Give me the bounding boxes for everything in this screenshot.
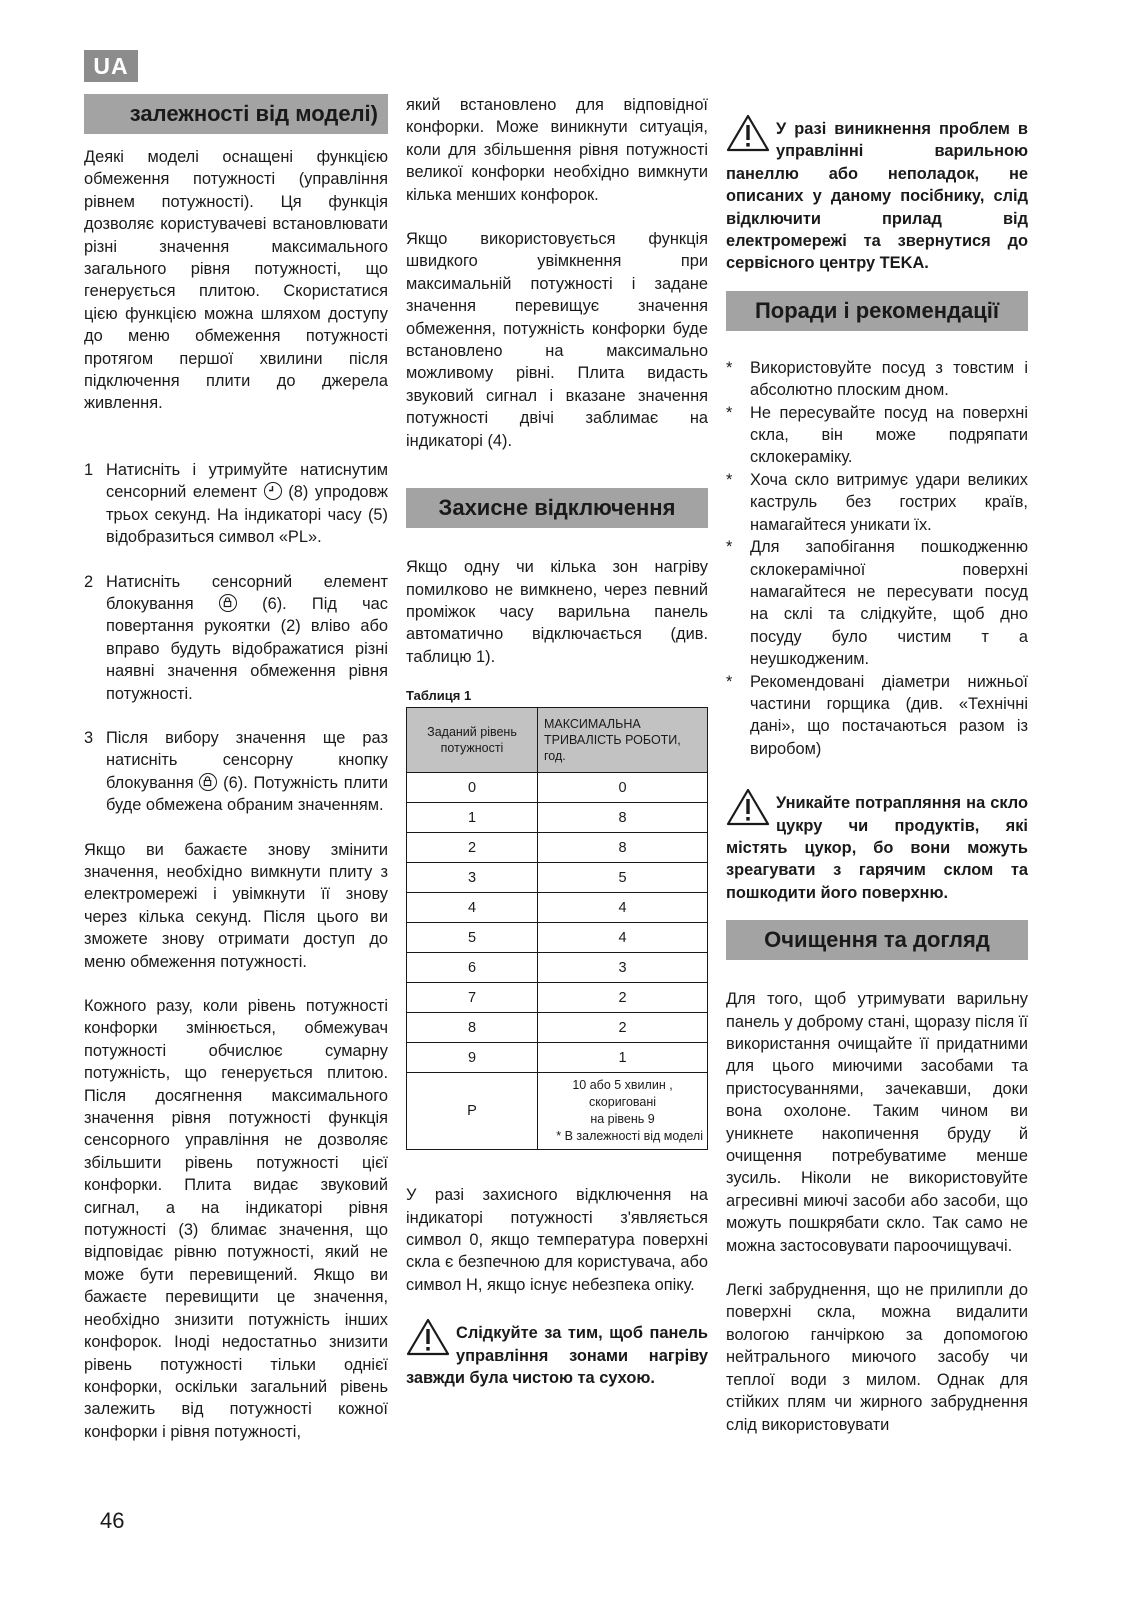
warning-block bbox=[726, 792, 1028, 904]
list-item bbox=[726, 402, 1028, 469]
table-note-line: на рівень 9 bbox=[590, 1112, 655, 1127]
page-number: 46 bbox=[100, 1508, 125, 1533]
continuation-paragraph: який встановлено для відповідної конфорки. Може виникнути ситуація, коли для збільшення рівня потужності великої конфорки необхідно вимкнути кілька менших конфорок. bbox=[406, 96, 708, 204]
step-item bbox=[84, 727, 388, 817]
table-cell bbox=[538, 1073, 708, 1150]
warning-text: Уникайте потрапляння на скло цукру чи продуктів, які містять цукор, бо вони можуть зреагувати з гарячим склом та пошкодити його поверхню. bbox=[726, 794, 1028, 902]
list-item-text: Використовуйте посуд з товстим і абсолютно плоским дном. bbox=[750, 358, 1028, 400]
table-cell: 7 bbox=[407, 983, 538, 1013]
bullet-asterisk: * bbox=[726, 538, 733, 557]
table-cell: 0 bbox=[407, 773, 538, 803]
steps-list bbox=[84, 459, 388, 817]
table-row bbox=[407, 773, 708, 803]
cleaning-paragraph: Для того, щоб утримувати варильну панель у доброму стані, щоразу після її використання очищайте її придатними для цього миючими засобами та пристосуваннями, зачекавши, доки вона охолоне. Таким чином ви уникнете накопичення бруду й очищення потребуватиме менше зусиль. Ніколи не використовуйте агресивні миючі засоби або засоби, що можуть пошкрябати скло. Так само не можна застосовувати пароочищувачі. bbox=[726, 990, 1028, 1255]
section-heading-safety-shutoff: Захисне відключення bbox=[406, 488, 708, 528]
table-row bbox=[407, 923, 708, 953]
table-cell: 5 bbox=[407, 923, 538, 953]
step-text: Після вибору значення ще раз натисніть сенсорну кнопку блокування bbox=[106, 728, 388, 792]
table-cell: 4 bbox=[407, 893, 538, 923]
table-row bbox=[407, 893, 708, 923]
table-row bbox=[407, 1013, 708, 1043]
column-3 bbox=[726, 94, 1028, 1436]
table-header-cell: МАКСИМАЛЬНА ТРИВАЛІСТЬ РОБОТИ, год. bbox=[538, 708, 708, 773]
lock-icon bbox=[199, 773, 217, 791]
table-cell: 5 bbox=[538, 863, 708, 893]
lock-icon bbox=[219, 594, 237, 612]
limiter-paragraph: Кожного разу, коли рівень потужності конфорки змінюється, обмежувач потужності обчислює сумарну потужність, що генерується плитою. Після досягнення максимального значення рівня потужності функція сенсорного управління не дозволяє збільшити рівень потужності цієї конфорки. Плита видає звуковий сигнал, а на індикаторі рівня потужності (3) блимає значення, що відповідає рівню потужності, який не може бути перевищений. Якщо ви бажаєте перевищити це значення, необхідно знизити потужність інших конфорок. Іноді недостатньо знизити рівень потужності тільки однієї конфорки, оскільки загальний рівень залежить від потужності кожної конфорки і рівня потужності, bbox=[84, 997, 388, 1441]
table-cell: 3 bbox=[407, 863, 538, 893]
list-item bbox=[726, 357, 1028, 402]
quick-boost-paragraph: Якщо використовується функція швидкого увімкнення при максимальній потужності і задане значення перевищує значення обмеження, потужність конфорки буде встановлено на максимально можливому рівні. Плита видасть звуковий сигнал і вказане значення потужності двічі заблимає на індикаторі (4). bbox=[406, 230, 708, 450]
step-text-cont: (8) упродовж трьох секунд. На індикаторі часу (5) відобразиться символ «PL». bbox=[106, 483, 388, 547]
table-row bbox=[407, 833, 708, 863]
table-caption: Таблиця 1 bbox=[406, 688, 472, 704]
intro-paragraph: Деякі моделі оснащені функцією обмеження потужності (управління рівнем потужності). Ця функція дозволяє користувачеві встановлювати різні значення максимального загального рівня потужності, що генерується плитою. Скористатися цією функцією можна шляхом доступу до меню обмеження потужності протягом першої хвилини після підключення плити до джерела живлення. bbox=[84, 148, 388, 413]
step-item bbox=[84, 459, 388, 549]
shutoff-table bbox=[406, 707, 708, 1150]
section-heading-tips: Поради і рекомендації bbox=[726, 291, 1028, 331]
table-cell: 8 bbox=[538, 833, 708, 863]
table-row bbox=[407, 863, 708, 893]
list-item-text: Хоча скло витримує удари великих каструль без гострих країв, намагайтеся уникати їх. bbox=[750, 470, 1028, 534]
list-item-text: Для запобігання пошкодженню склокерамічної поверхні намагайтеся не пересувати посуд на склі та слідкуйте, щоб дно посуду було чистим т а неушкодженим. bbox=[750, 538, 1028, 669]
table-header-cell: Заданий рівень потужності bbox=[407, 708, 538, 773]
table-row bbox=[407, 983, 708, 1013]
list-item bbox=[726, 671, 1028, 761]
warning-text: Слідкуйте за тим, щоб панель управління зонами нагріву завжди була чистою та сухою. bbox=[406, 1324, 708, 1387]
table-row bbox=[407, 953, 708, 983]
warning-triangle-icon bbox=[726, 114, 770, 152]
warning-block bbox=[726, 118, 1028, 275]
warning-block bbox=[406, 1322, 708, 1389]
bullet-asterisk: * bbox=[726, 470, 733, 489]
language-badge: UA bbox=[84, 50, 138, 82]
step-item bbox=[84, 571, 388, 705]
table-note-line: 10 або 5 хвилин , bbox=[572, 1078, 673, 1093]
table-cell: 2 bbox=[407, 833, 538, 863]
step-number: 2 bbox=[84, 572, 94, 591]
warning-triangle-icon bbox=[406, 1318, 450, 1356]
step-text: Натисніть і утримуйте натиснутим сенсорний елемент bbox=[106, 460, 388, 502]
table-cell: P bbox=[407, 1073, 538, 1150]
table-cell: 3 bbox=[538, 953, 708, 983]
column-1 bbox=[84, 94, 388, 1443]
table-cell: 0 bbox=[538, 773, 708, 803]
table-cell: 1 bbox=[407, 803, 538, 833]
section-heading-model-dependency: залежності від моделі) bbox=[84, 94, 388, 134]
step-text-cont: (6). Під час повертання рукоятки (2) вліво або вправо будуть відображатися різні наявні значення обмеження рівня потужності. bbox=[106, 594, 388, 703]
list-item-text: Не пересувайте посуд на поверхні скла, він може подряпати склокераміку. bbox=[750, 403, 1028, 467]
tips-list bbox=[726, 357, 1028, 760]
indicator-paragraph: У разі захисного відключення на індикаторі потужності з'являється символ 0, якщо температура поверхні скла є безпечною для користувача, або символ H, якщо існує небезпека опіку. bbox=[406, 1186, 708, 1294]
warning-text: У разі виникнення проблем в управлінні варильною панеллю або неполадок, не описаних у даному посібнику, слід відключити прилад від електромережі та звернутися до сервісного центру TEKA. bbox=[726, 120, 1028, 273]
timer-icon bbox=[264, 482, 282, 500]
list-item bbox=[726, 469, 1028, 536]
restart-paragraph: Якщо ви бажаєте знову змінити значення, необхідно вимкнути плиту з електромережі і увімкнути її знову через кілька секунд. Після цього ви зможете знову отримати доступ до меню обмеження потужності. bbox=[84, 840, 388, 971]
table-header-row bbox=[407, 708, 708, 773]
bullet-asterisk: * bbox=[726, 672, 733, 691]
table-cell: 6 bbox=[407, 953, 538, 983]
column-2 bbox=[406, 94, 708, 1389]
step-number: 3 bbox=[84, 728, 94, 747]
bullet-asterisk: * bbox=[726, 403, 733, 422]
list-item bbox=[726, 536, 1028, 670]
table-note-line: скориговані bbox=[588, 1095, 657, 1110]
table-cell: 4 bbox=[538, 923, 708, 953]
safety-paragraph: Якщо одну чи кілька зон нагріву помилково не вимкнено, через певний проміжок часу варильна панель автоматично відключається (див. таблицю 1). bbox=[406, 558, 708, 666]
section-heading-cleaning: Очищення та догляд bbox=[726, 920, 1028, 960]
cleaning-paragraph: Легкі забруднення, що не прилипли до поверхні скла, можна видалити вологою ганчіркою за допомогою нейтрального миючого засобу чи теплої води з милом. Однак для стійких плям чи жирного забруднення слід використовувати bbox=[726, 1281, 1028, 1434]
table-cell: 8 bbox=[407, 1013, 538, 1043]
table-footnote: * В залежності від моделі bbox=[556, 1129, 703, 1144]
table-cell: 8 bbox=[538, 803, 708, 833]
warning-triangle-icon bbox=[726, 788, 770, 826]
table-cell: 2 bbox=[538, 1013, 708, 1043]
table-row bbox=[407, 1073, 708, 1150]
table-cell: 9 bbox=[407, 1043, 538, 1073]
list-item-text: Рекомендовані діаметри нижньої частини горщика (див. «Технічні дані», що постачаються разом із виробом) bbox=[750, 672, 1028, 758]
table-row bbox=[407, 803, 708, 833]
step-text: Натисніть сенсорний елемент блокування bbox=[106, 572, 388, 613]
table-cell: 4 bbox=[538, 893, 708, 923]
table-cell: 1 bbox=[538, 1043, 708, 1073]
step-text-cont: (6). Потужність плити буде обмежена обраним значенням. bbox=[106, 773, 388, 815]
table-cell: 2 bbox=[538, 983, 708, 1013]
bullet-asterisk: * bbox=[726, 358, 733, 377]
step-number: 1 bbox=[84, 460, 94, 479]
table-row bbox=[407, 1043, 708, 1073]
